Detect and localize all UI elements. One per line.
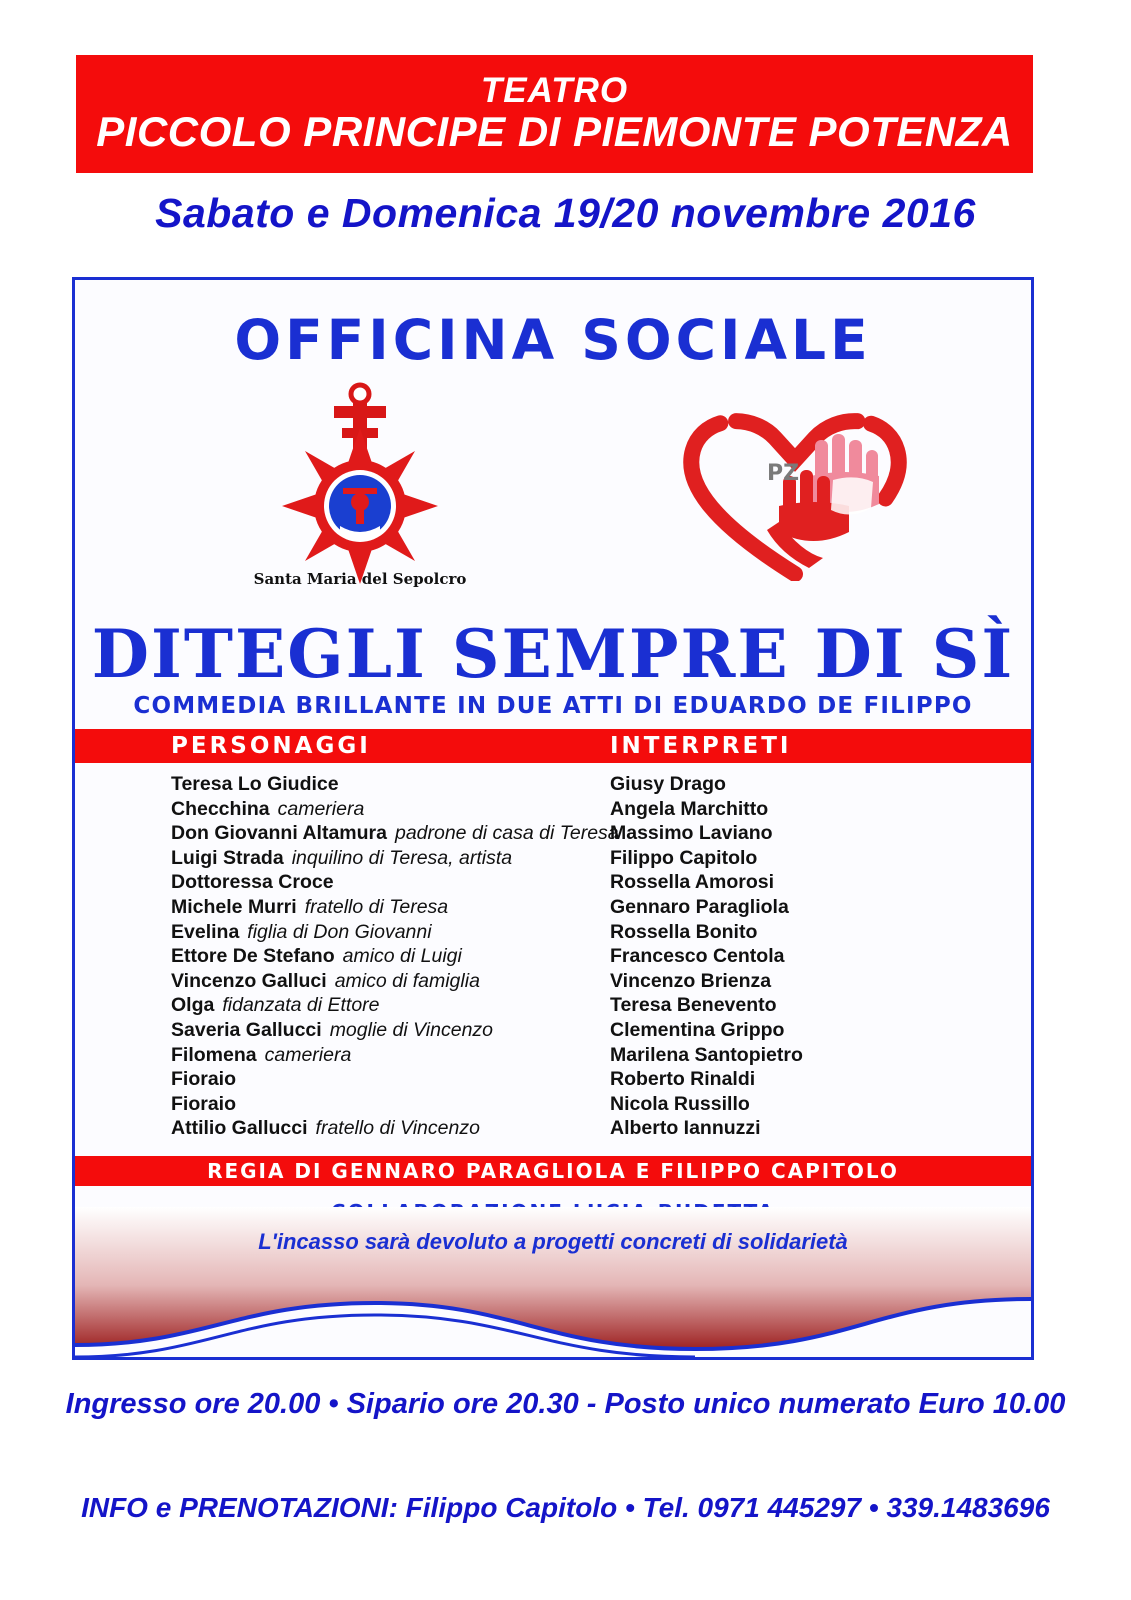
actor-cell: Angela Marchitto: [610, 797, 769, 820]
table-row: [75, 921, 1031, 946]
actor-cell: Giusy Drago: [610, 773, 726, 795]
table-row: [75, 1093, 1031, 1118]
play-title: DITEGLI SEMPRE DI SÌ: [91, 615, 1015, 693]
play-subtitle: COMMEDIA BRILLANTE IN DUE ATTI DI EDUARDO DE FILIPPO: [133, 693, 973, 719]
character-desc: amico di Luigi: [342, 945, 462, 968]
cast-table-body: [75, 773, 1031, 1142]
table-row: [75, 994, 1031, 1019]
column-header-characters: PERSONAGGI: [171, 733, 371, 759]
character-desc: fidanzata di Ettore: [222, 994, 380, 1017]
table-row: [75, 822, 1031, 847]
character-name: Luigi Strada: [171, 846, 284, 869]
theatre-name: PICCOLO PRINCIPE DI PIEMONTE POTENZA: [96, 108, 1013, 156]
character-cell: [75, 1068, 610, 1091]
character-cell: [75, 871, 610, 894]
table-row: [75, 798, 1031, 823]
contact-info: INFO e PRENOTAZIONI: Filippo Capitolo • Tel. 0971 445297 • 339.1483696: [81, 1492, 1050, 1523]
event-date: Sabato e Domenica 19/20 novembre 2016: [155, 190, 976, 236]
character-name: Evelina: [171, 920, 240, 943]
solidarity-heart-logo-icon: [675, 406, 915, 581]
character-name: Checchina: [171, 797, 270, 820]
character-name: Vincenzo Galluci: [171, 969, 327, 992]
ticket-info: Ingresso ore 20.00 • Sipario ore 20.30 - Posto unico numerato Euro 10.00: [65, 1388, 1066, 1420]
table-row: [75, 970, 1031, 995]
actor-cell: Vincenzo Brienza: [610, 969, 772, 992]
character-cell: [75, 773, 610, 796]
main-content-box: [72, 277, 1034, 1360]
actor-cell: Rossella Bonito: [610, 920, 758, 943]
character-name: Olga: [171, 994, 215, 1017]
character-name: Teresa Lo Giudice: [171, 773, 339, 795]
actor-cell: Clementina Grippo: [610, 1018, 785, 1041]
santa-maria-del-sepolcro-logo-icon: [250, 378, 470, 598]
character-desc: cameriera: [277, 797, 365, 820]
column-header-actors: INTERPRETI: [610, 733, 792, 759]
charity-note: L'incasso sarà devoluto a progetti concreti di solidarietà: [258, 1229, 848, 1254]
actor-cell: Rossella Amorosi: [610, 871, 774, 894]
character-cell: [75, 945, 610, 968]
character-desc: cameriera: [264, 1043, 352, 1066]
table-row: [75, 773, 1031, 798]
character-name: Ettore De Stefano: [171, 945, 335, 968]
organization-title: OFFICINA SOCIALE: [234, 308, 872, 372]
character-desc: figlia di Don Giovanni: [247, 920, 432, 943]
character-desc: moglie di Vincenzo: [329, 1018, 494, 1041]
character-name: Attilio Gallucci: [171, 1117, 308, 1140]
character-cell: [75, 921, 610, 944]
table-row: [75, 847, 1031, 872]
character-cell: [75, 1044, 610, 1067]
character-cell: [75, 847, 610, 870]
actor-cell: Nicola Russillo: [610, 1092, 750, 1115]
actor-cell: Gennaro Paragliola: [610, 895, 789, 918]
character-cell: [75, 970, 610, 993]
logo-left-caption: Santa Maria del Sepolcro: [253, 570, 467, 588]
actor-cell: Marilena Santopietro: [610, 1043, 803, 1066]
table-row: [75, 1117, 1031, 1142]
character-name: Dottoressa Croce: [171, 871, 334, 894]
header-banner: [76, 55, 1033, 173]
character-name: Fioraio: [171, 1092, 237, 1115]
actor-cell: Alberto Iannuzzi: [610, 1117, 761, 1140]
character-name: Filomena: [171, 1043, 257, 1066]
character-name: Michele Murri: [171, 895, 297, 918]
table-row: [75, 1068, 1031, 1093]
cast-table-header: [75, 729, 1031, 763]
character-desc: inquilino di Teresa, artista: [291, 846, 513, 869]
actor-cell: Francesco Centola: [610, 945, 785, 968]
character-cell: [75, 1019, 610, 1042]
character-name: Don Giovanni Altamura: [171, 822, 387, 845]
character-name: Fioraio: [171, 1068, 237, 1091]
heart-logo-text: PZ: [767, 461, 800, 486]
character-cell: [75, 798, 610, 821]
table-row: [75, 1044, 1031, 1069]
table-row: [75, 945, 1031, 970]
character-desc: padrone di casa di Teresa: [394, 822, 619, 845]
character-desc: fratello di Vincenzo: [315, 1117, 480, 1140]
character-cell: [75, 896, 610, 919]
character-name: Saveria Gallucci: [171, 1018, 322, 1041]
theatre-label: TEATRO: [480, 70, 629, 110]
character-cell: [75, 1093, 610, 1116]
character-desc: amico di famiglia: [334, 969, 480, 992]
actor-cell: Roberto Rinaldi: [610, 1068, 756, 1091]
table-row: [75, 871, 1031, 896]
table-row: [75, 896, 1031, 921]
direction-credit: REGIA DI GENNARO PARAGLIOLA E FILIPPO CAPITOLO: [75, 1156, 1031, 1186]
actor-cell: Filippo Capitolo: [610, 846, 758, 869]
logos-row: [75, 378, 1031, 603]
character-cell: [75, 1117, 610, 1140]
character-desc: fratello di Teresa: [304, 895, 449, 918]
actor-cell: Massimo Laviano: [610, 822, 773, 845]
actor-cell: Teresa Benevento: [610, 994, 777, 1017]
character-cell: [75, 822, 619, 845]
wave-decoration: [75, 1207, 1031, 1357]
table-row: [75, 1019, 1031, 1044]
character-cell: [75, 994, 610, 1017]
